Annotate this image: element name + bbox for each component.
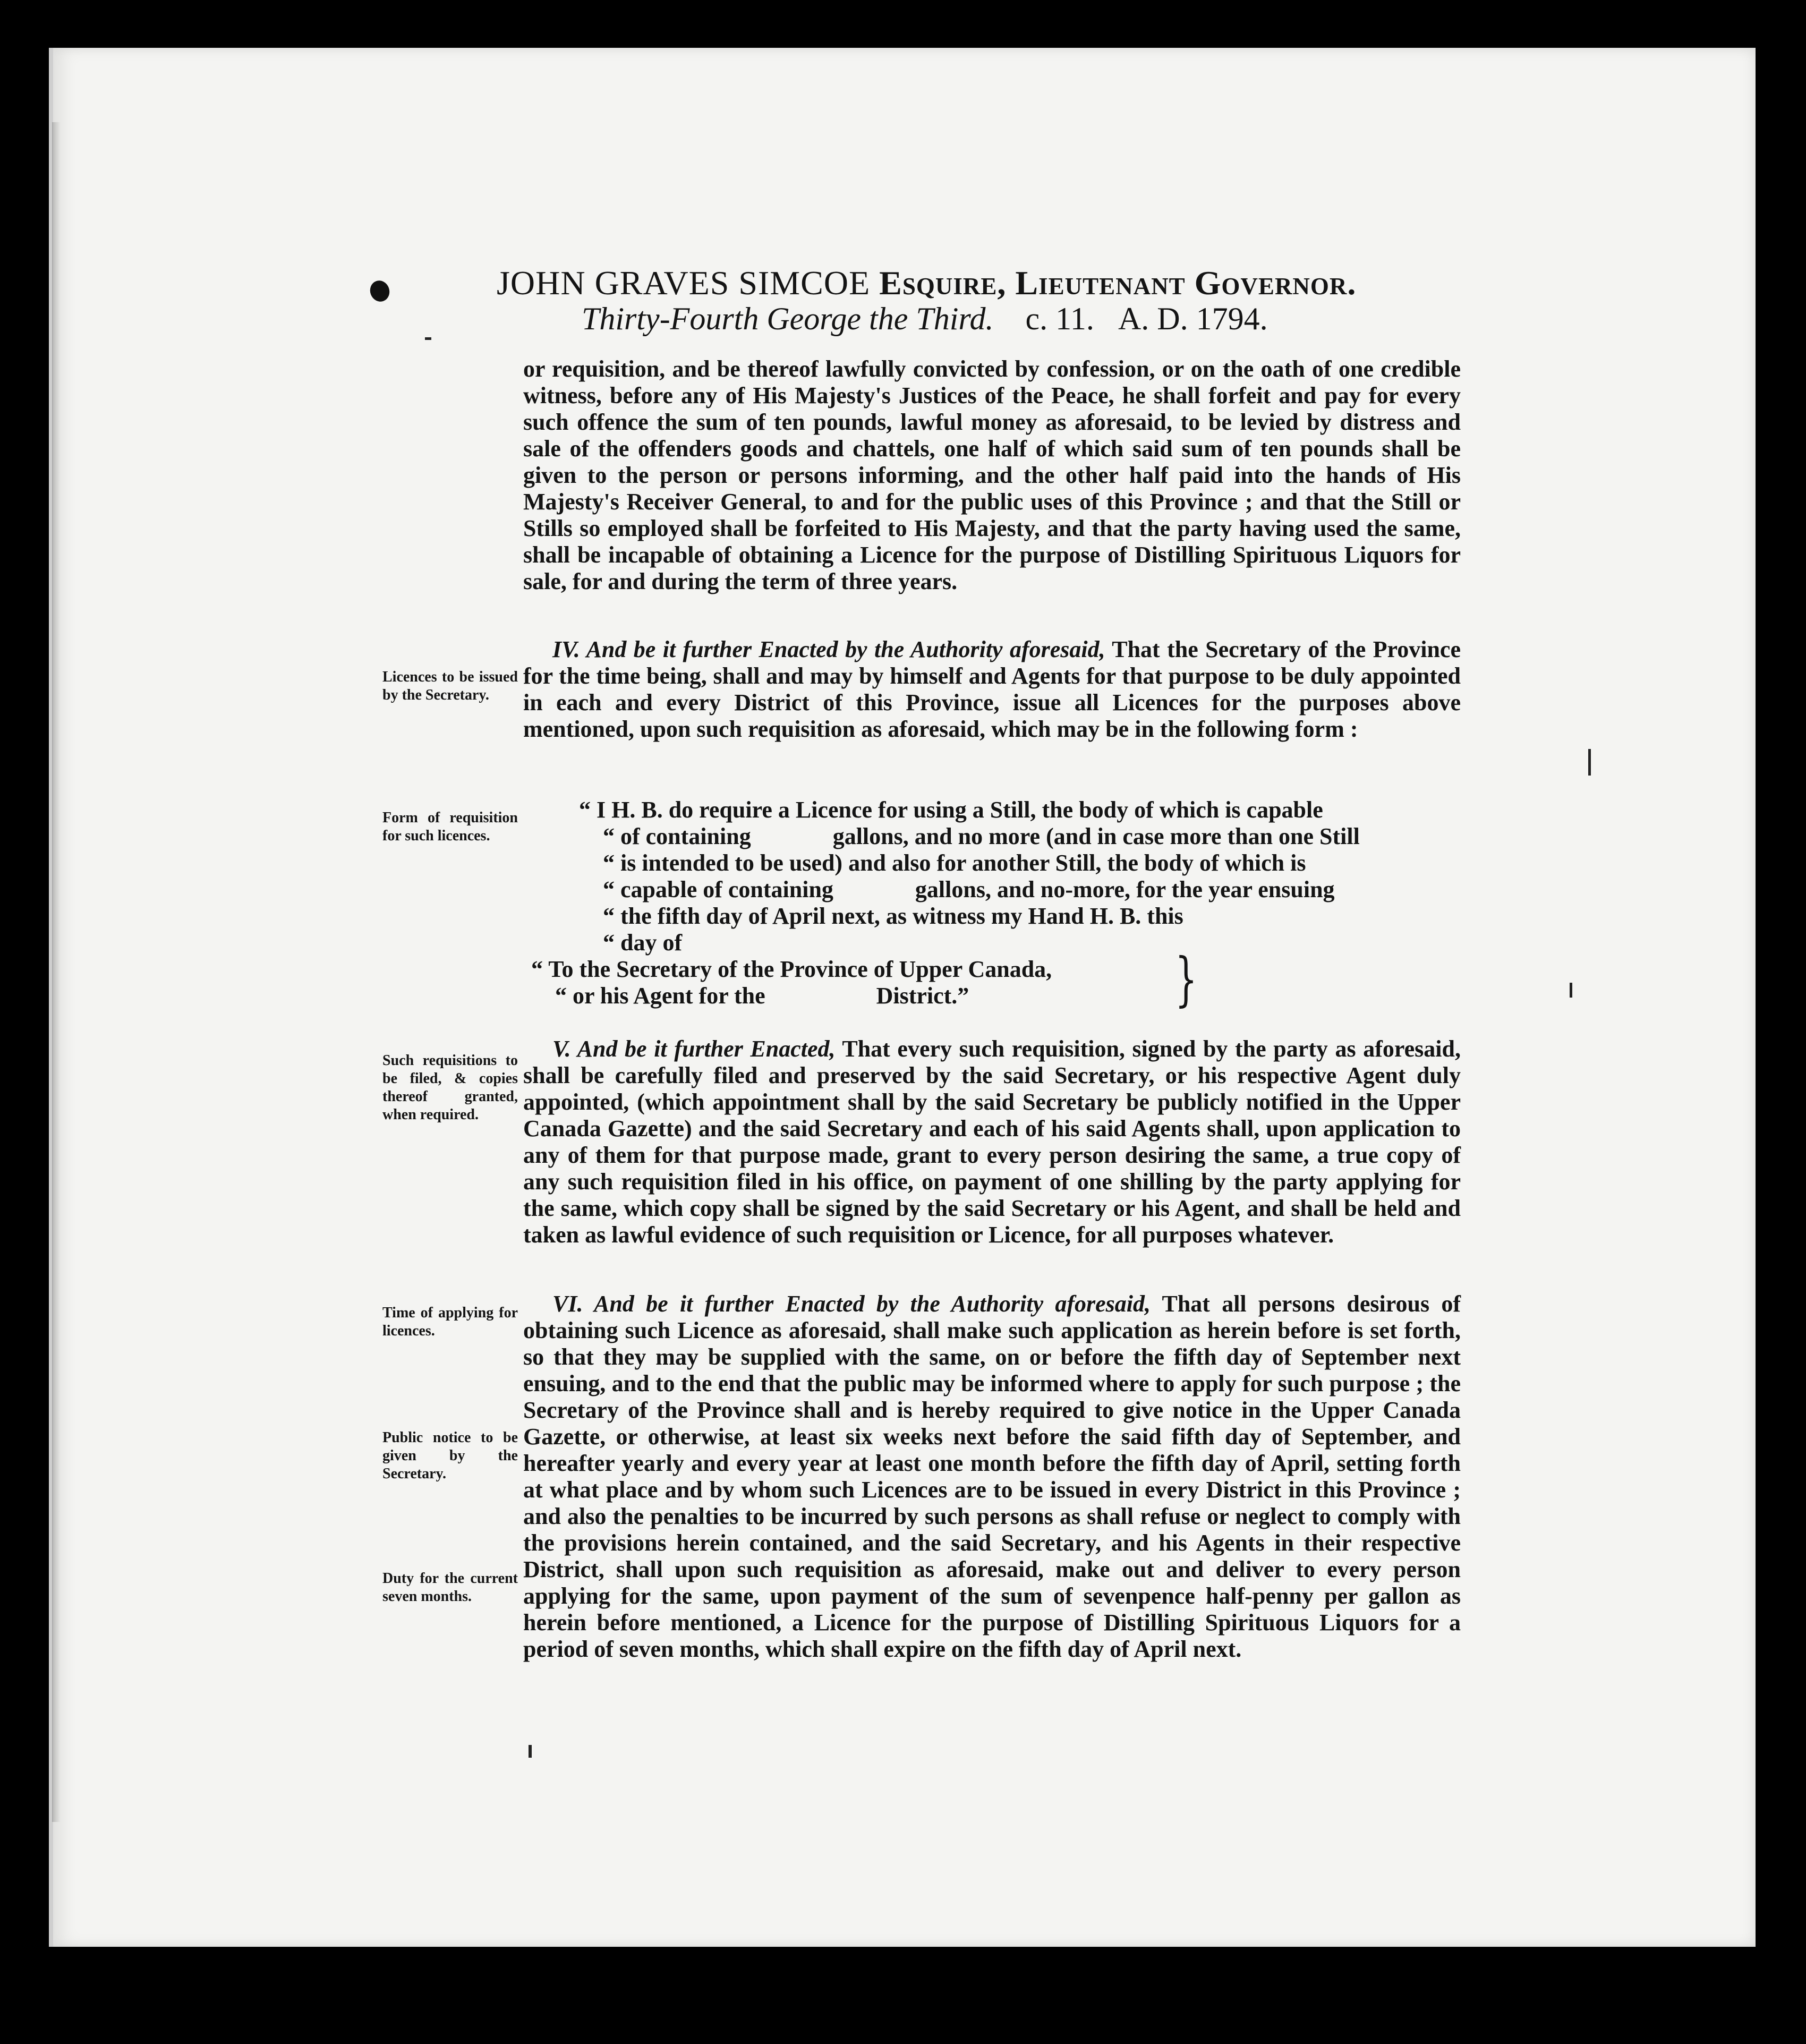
ink-mark (1588, 749, 1591, 776)
margin-note-form: Form of requisition for such licences. (382, 810, 518, 844)
margin-note-vi-duty: Duty for the current seven months. (382, 1570, 518, 1605)
header-name: JOHN GRAVES SIMCOE (497, 264, 871, 302)
margin-note-iv: Licences to be issued by the Secretary. (382, 669, 518, 703)
header-year: A. D. 1794. (1118, 301, 1268, 336)
page-header-title (497, 263, 1357, 303)
section-vi-lead: VI. And be it further Enacted by the Authority aforesaid, (552, 1291, 1151, 1317)
margin-note-vi-time: Time of applying for licences. (382, 1305, 518, 1339)
form-line: “ the fifth day of April next, as witness my Hand H. B. this (603, 903, 1183, 929)
section-vi (523, 1291, 1461, 1663)
header-regnal-year: Thirty-Fourth George the Third. (582, 301, 994, 336)
ink-mark (529, 1745, 532, 1758)
section-vi-text: That all persons desirous of obtaining such Licence as aforesaid, shall make such application as herein before is set forth, so that they may be supplied with the same, on or before the fifth day of September next ensuing, and to the end that the public may be informed where to apply for such purpose ; the Secretary of the Province shall and is hereby required to give notice in the Upper Canada Gazette, or otherwise, at least six weeks next before the said fifth day of September, and hereafter yearly and every year at least one month before the fifth day of April, setting forth at what place and by whom such Licences are to be issued in every District in this Province ; and also the penalties to be incurred by such persons as shall refuse or neglect to comply with the provisions herein contained, and the said Secretary, and his Agents in their respective District, shall upon such requisition as aforesaid, make out and deliver to every person applying for the same, upon payment of the sum of sevenpence half-penny per gallon as herein before mentioned, a Licence for the purpose of Distilling Spirituous Liquors for a period of seven months, which shall expire on the fifth day of April next. (523, 1291, 1461, 1662)
section-v-lead: V. And be it further Enacted, (552, 1036, 836, 1062)
margin-note-vi-notice: Public notice to be given by the Secretary. (382, 1429, 518, 1482)
section-v-text: That every such requisition, signed by the party as aforesaid, shall be carefully filed and preserved by the said Secretary, or his respective Agent duly appointed, (which appointment shall by the said Secretary be publicly notified in the Upper Canada Gazette) and the said Secretary and each of his said Agents shall, upon application to any of them for that purpose made, grant to every person desiring the same, a true copy of any such requisition filed in his office, on payment of one shilling by the party applying for the same, which copy shall be signed by the said Secretary or his Agent, and shall be held and taken as lawful evidence of such requisition or Licence, for all purposes whatever. (523, 1036, 1461, 1248)
form-line: “ of containing gallons, and no more (and in case more than one Still (603, 823, 1360, 849)
section-iv-lead: IV. And be it further Enacted by the Authority aforesaid, (552, 636, 1105, 662)
header-title-suffix: Esquire, Lieutenant Governor. (879, 264, 1357, 302)
section-iv (523, 636, 1461, 743)
section-iv-text: That the Secretary of the Province for the time being, shall and may by himself and Agents for that purpose to be duly appointed in each and every District of this Province, issue all Licences for the purposes above mentioned, upon such requisition as aforesaid, which may be in the following form : (523, 636, 1461, 742)
intro-paragraph: or requisition, and be thereof lawfully convicted by confession, or on the oath of one credible witness, before any of His Majesty's Justices of the Peace, he shall forfeit and pay for every such offence the sum of ten pounds, lawful money as aforesaid, to be levied by distress and sale of the offenders goods and chattels, one half of which said sum of ten pounds shall be given to the person or persons informing, and the other half paid into the hands of His Majesty's Receiver General, to and for the public uses of this Province ; and that the Still or Stills so employed shall be forfeited to His Majesty, and that the party having used the same, shall be incapable of obtaining a Licence for the purpose of Distilling Spirituous Liquors for sale, for and during the term of three years. (523, 356, 1461, 594)
form-line: “ is intended to be used) and also for another Still, the body of which is (603, 850, 1306, 876)
requisition-form (579, 797, 1461, 956)
page-header-citation (582, 300, 1272, 337)
form-line: “ capable of containing gallons, and no-more, for the year ensuing (603, 876, 1335, 902)
ink-mark (1570, 983, 1572, 998)
header-chapter: c. 11. (1025, 301, 1094, 336)
page-fold-shadow (52, 122, 61, 1822)
address-line: “ To the Secretary of the Province of Upper Canada, (531, 956, 1052, 982)
address-line: “ or his Agent for the District.” (555, 983, 969, 1009)
form-address (531, 956, 1195, 1009)
address-brace: } (1175, 945, 1197, 1013)
intro-paragraph-block (523, 356, 1461, 595)
form-line: “ I H. B. do require a Licence for using a Still, the body of which is capable (579, 797, 1323, 823)
section-v (523, 1036, 1461, 1248)
ink-mark (425, 337, 431, 340)
margin-note-v: Such requisitions to be filed, & copies thereof granted, when required. (382, 1052, 518, 1123)
form-line: “ day of (603, 930, 683, 956)
